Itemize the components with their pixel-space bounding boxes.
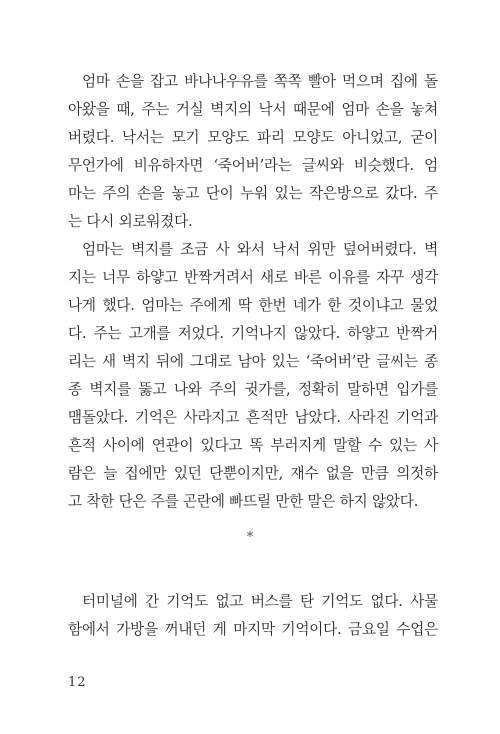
text-line: 지는 너무 하얗고 반짝거려서 새로 바른 이유를 자꾸 생각	[68, 269, 438, 286]
text-line: 아왔을 때, 주는 거실 벽지의 낙서 때문에 엄마 손을 놓쳐	[68, 101, 438, 118]
text-line: 터미널에 간 기억도 없고 버스를 탄 기억도 없다. 사물	[82, 593, 438, 610]
page-number: 12	[68, 675, 87, 690]
text-line: 엄마는 벽지를 조금 사 와서 낙서 위만 덮어버렸다. 벽	[82, 241, 438, 258]
text-line: 버렸다. 낙서는 모기 모양도 파리 모양도 아니었고, 굳이	[68, 129, 438, 146]
text-line: 나게 했다. 엄마는 주에게 딱 한번 네가 한 것이냐고 물었	[68, 297, 438, 314]
text-line: 흔적 사이에 연관이 있다고 똑 부러지게 말할 수 있는 사	[68, 437, 438, 454]
text-line: 함에서 가방을 꺼내던 게 마지막 기억이다. 금요일 수업은	[68, 621, 438, 638]
text-line: 람은 늘 집에만 있던 단뿐이지만, 재수 없을 만큼 의젓하	[68, 465, 438, 482]
section-separator: *	[246, 530, 254, 545]
text-line: 종 벽지를 뚫고 나와 주의 귓가를, 정확히 말하면 입가를	[68, 381, 438, 398]
text-line: 다. 주는 고개를 저었다. 기억나지 않았다. 하얗고 반짝거	[68, 325, 438, 342]
text-line: 마는 주의 손을 놓고 단이 누워 있는 작은방으로 갔다. 주	[68, 185, 438, 202]
text-line: 엄마 손을 잡고 바나나우유를 쪽쪽 빨아 먹으며 집에 돌	[82, 73, 438, 90]
text-line: 는 다시 외로워졌다.	[68, 213, 193, 230]
text-line: 무언가에 비유하자면 ‘죽어버’라는 글씨와 비슷했다. 엄	[68, 157, 438, 174]
text-line: 리는 새 벽지 뒤에 그대로 남아 있는 ‘죽어버’란 글씨는 종	[68, 353, 438, 370]
text-line: 맴돌았다. 기억은 사라지고 흔적만 남았다. 사라진 기억과	[68, 409, 438, 426]
text-line: 고 착한 단은 주를 곤란에 빠뜨릴 만한 말은 하지 않았다.	[68, 493, 419, 510]
